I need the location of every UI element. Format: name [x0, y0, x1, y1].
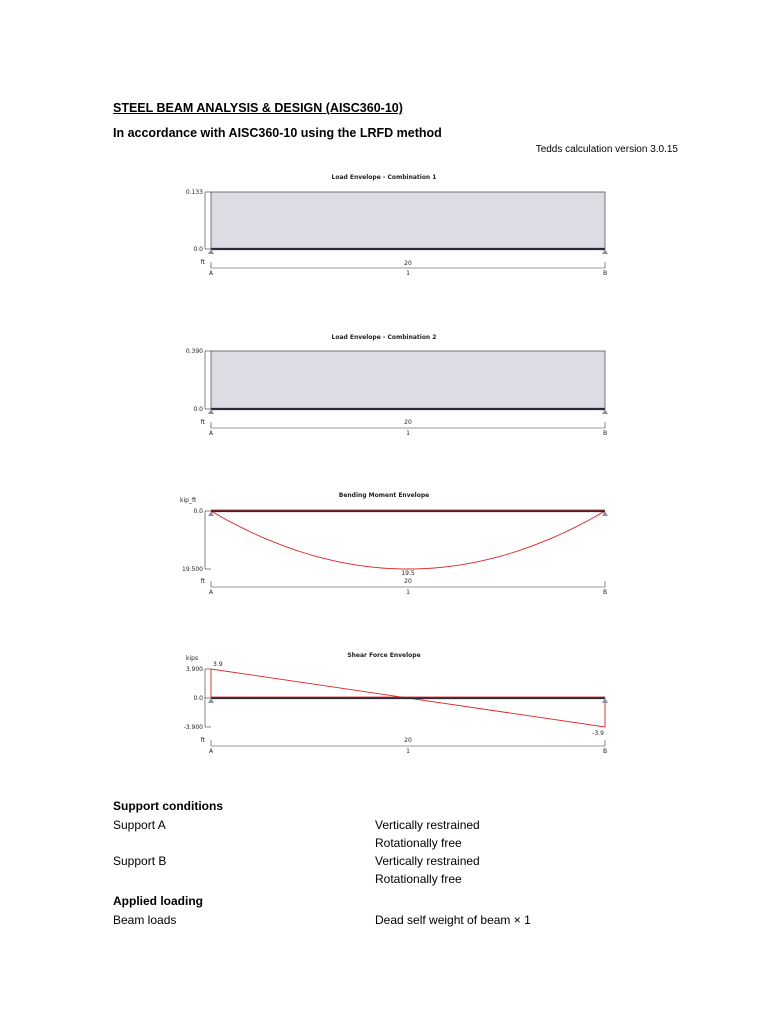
y-unit-label: kips	[186, 655, 199, 662]
support-b-label: B	[602, 270, 608, 277]
chart-title: Load Envelope - Combination 2	[331, 334, 437, 341]
shear-force-envelope	[184, 652, 608, 755]
support-b-label: Support B	[113, 854, 167, 868]
x-unit-label: ft	[200, 419, 205, 426]
end-value-label: -3.9	[592, 730, 604, 737]
y-tick-label: 0.0	[193, 508, 203, 515]
document-title: STEEL BEAM ANALYSIS & DESIGN (AISC360-10)	[113, 101, 403, 115]
bending-moment-envelope	[180, 492, 608, 596]
member-label: 1	[406, 589, 410, 596]
load-area	[211, 192, 605, 249]
beam-loads-value: Dead self weight of beam × 1	[375, 913, 531, 927]
beam-loads-label: Beam loads	[113, 913, 177, 927]
span-label: 20	[404, 578, 412, 585]
x-unit-label: ft	[200, 737, 205, 744]
y-tick-label: 0.0	[193, 246, 203, 253]
support-a-label: A	[208, 589, 214, 596]
chart-title: Shear Force Envelope	[347, 652, 421, 659]
chart-title: Bending Moment Envelope	[338, 492, 430, 499]
y-tick-label: 0.133	[185, 189, 203, 196]
member-label: 1	[406, 270, 410, 277]
y-unit-label: kip_ft	[180, 497, 197, 504]
support-b-vertical: Vertically restrained	[375, 854, 480, 868]
support-a-vertical: Vertically restrained	[375, 818, 480, 832]
version-note: Tedds calculation version 3.0.15	[535, 144, 678, 155]
x-unit-label: ft	[200, 259, 205, 266]
y-tick-label: -3.900	[183, 724, 203, 731]
y-tick-label: 0.0	[193, 695, 203, 702]
support-a-rotational: Rotationally free	[375, 836, 462, 850]
support-b-rotational: Rotationally free	[375, 872, 462, 886]
chart-title: Load Envelope - Combination 1	[331, 174, 437, 181]
support-a-label: A	[208, 748, 214, 755]
support-b-label: B	[602, 589, 608, 596]
y-tick-label: 19.500	[182, 566, 203, 573]
moment-curve	[211, 511, 605, 569]
load-envelope-combination-1	[186, 174, 608, 277]
y-tick-label: 3.900	[185, 666, 203, 673]
document-subtitle: In accordance with AISC360-10 using the LRFD method	[113, 126, 442, 140]
applied-loading-heading: Applied loading	[113, 894, 203, 908]
support-b-label: B	[602, 748, 608, 755]
support-a-label: Support A	[113, 818, 166, 832]
load-area	[211, 351, 605, 409]
load-envelope-combination-2	[186, 334, 608, 437]
member-label: 1	[406, 430, 410, 437]
start-value-label: 3.9	[213, 661, 223, 668]
span-label: 20	[404, 260, 412, 267]
member-label: 1	[406, 748, 410, 755]
x-unit-label: ft	[200, 578, 205, 585]
support-b-label: B	[602, 430, 608, 437]
span-label: 20	[404, 737, 412, 744]
y-tick-label: 0.0	[193, 406, 203, 413]
support-conditions-heading: Support conditions	[113, 799, 223, 813]
span-label: 20	[404, 419, 412, 426]
support-a-label: A	[208, 270, 214, 277]
y-tick-label: 0.390	[185, 348, 203, 355]
support-a-label: A	[208, 430, 214, 437]
peak-value-label: 19.5	[401, 570, 415, 577]
